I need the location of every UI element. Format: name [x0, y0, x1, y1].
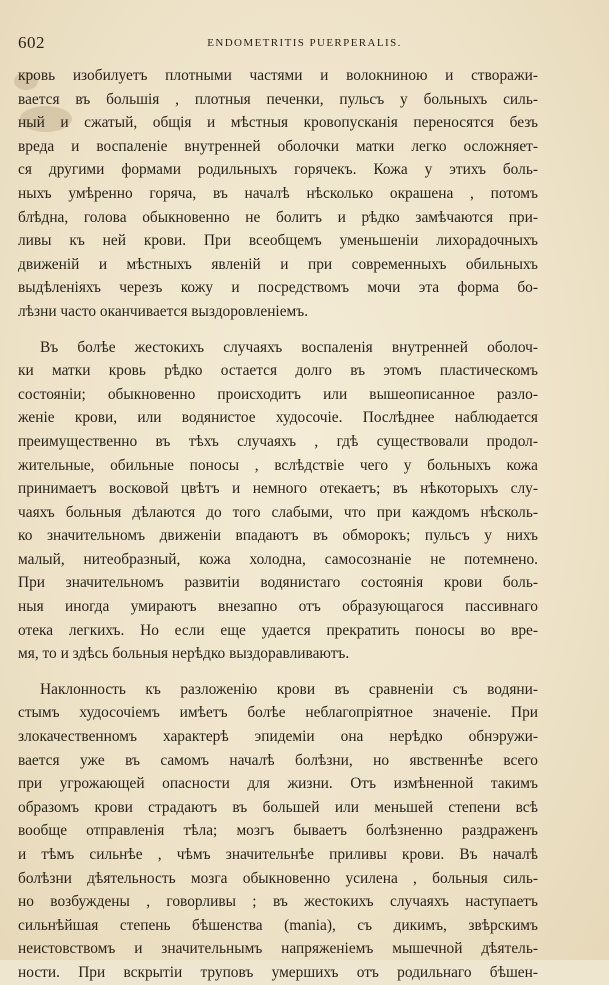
text-line: малый, нитеобразный, кожа холодна, самосознаніе не потемнено. [18, 550, 538, 568]
text-line: ныхъ умѣренно горяча, въ началѣ нѣсколько окрашена , потомъ [18, 184, 538, 202]
text-line: стымъ худосочіемъ имѣетъ болѣе неблагопріятное значеніе. При [18, 704, 538, 722]
text-line: ки матки кровь рѣдко остается долго въ этомъ пластическомъ [18, 362, 538, 380]
text-line: ся другими формами родильныхъ горячекъ. Кожа у этихъ боль- [18, 161, 538, 179]
text-line: отека легкихъ. Но если еще удается прекратить поносы во вре- [18, 621, 538, 639]
text-line: Въ болѣе жестокихъ случаяхъ воспаленія внутренней оболоч- [40, 338, 538, 356]
text-line: чаяхъ больныя дѣлаются до того слабыми, что при каждомъ нѣсколь- [18, 503, 538, 521]
text-line: При значительномъ развитіи водянистаго состоянія крови боль- [18, 574, 538, 592]
paragraph [18, 64, 538, 324]
text-line: кровь изобилуетъ плотными частями и волокниною и створажи- [18, 67, 538, 84]
text-line: мя, то и здѣсь больныя нерѣдко выздоравливаютъ. [18, 645, 350, 663]
text-line: образомъ крови страдаютъ въ большей или меньшей степени всѣ [18, 798, 538, 816]
text-line: неистовствомъ и значительнымъ напряженіемъ мышечной дѣятель- [18, 940, 538, 958]
text-line: ный и сжатый, общія и мѣстныя кровопусканія переносятся безъ [18, 114, 538, 132]
text-line: злокачественномъ характерѣ эпидеміи она нерѣдко обнэружи- [18, 728, 538, 746]
page-number: 602 [18, 33, 45, 52]
text-line: но возбуждены , говорливы ; въ жестокихъ случаяхъ наступаетъ [18, 893, 538, 911]
text-line: сильнѣйшая степень бѣшенства (mania), съ дикимъ, звѣрскимъ [18, 916, 538, 934]
body-text [18, 64, 538, 985]
text-line: лѣзни часто оканчивается выздоровленіемъ. [18, 302, 309, 320]
text-line: выдѣленіяхъ черезъ кожу и посредствомъ мочи эта форма бо- [18, 279, 538, 297]
text-line: вается уже въ самомъ началѣ болѣзни, но явственнѣе всего [18, 751, 538, 769]
text-line: состояніи; обыкновенно происходитъ или вышеописанное разло- [18, 385, 538, 403]
paragraph [18, 678, 538, 985]
text-line: блѣдна, голова обыкновенно не болитъ и рѣдко замѣчаются при- [18, 208, 538, 226]
text-line: движеній и мѣстныхъ явленій и при современныхъ обильныхъ [18, 255, 538, 273]
text-line: ливы къ ней крови. При всеобщемъ уменьшеніи лихорадочныхъ [18, 232, 538, 250]
text-line: ныя иногда умираютъ внезапно отъ образующагося пассивнаго [18, 598, 538, 616]
text-line: ко значительномъ движеніи впадаютъ въ обморокъ; пульсъ у нихъ [18, 527, 538, 545]
text-line: жительные, обильные поносы , вслѣдствіе чего у больныхъ кожа [18, 456, 538, 474]
text-line: болѣзни дѣятельность мозга обыкновенно усилена , больныя силь- [18, 869, 538, 887]
text-line: преимущественно въ тѣхъ случаяхъ , гдѣ существовали продол- [18, 432, 538, 450]
text-line: ности. При вскрытіи труповъ умершихъ отъ родильнаго бѣшен- [18, 963, 538, 981]
text-line: принимаетъ восковой цвѣтъ и немного отекаетъ; въ нѣкоторыхъ слу- [18, 480, 538, 498]
text-line: женіе крови, или водянистое худосочіе. Послѣднее наблюдается [18, 409, 538, 427]
text-line: при угрожающей опасности для жизни. Отъ измѣненной такимъ [18, 775, 538, 793]
paragraph-gap [18, 666, 538, 678]
paragraph-gap [18, 324, 538, 336]
text-line: вается въ большія , плотныя печенки, пульсъ у больныхъ силь- [18, 90, 538, 108]
paragraph [18, 336, 538, 666]
running-head: ENDOMETRITIS PUERPERALIS. [207, 37, 402, 49]
text-line: вреда и воспаленіе внутренней оболочки матки легко осложняет- [18, 137, 538, 155]
text-line: вообще отправленія тѣла; мозгъ бываетъ болѣзненно раздраженъ [18, 822, 538, 840]
text-line: и тѣмъ сильнѣе , чѣмъ значительнѣе приливы крови. Въ началѣ [18, 846, 538, 863]
text-line: Наклонность къ разложенію крови въ сравненіи съ водяни- [40, 680, 538, 698]
